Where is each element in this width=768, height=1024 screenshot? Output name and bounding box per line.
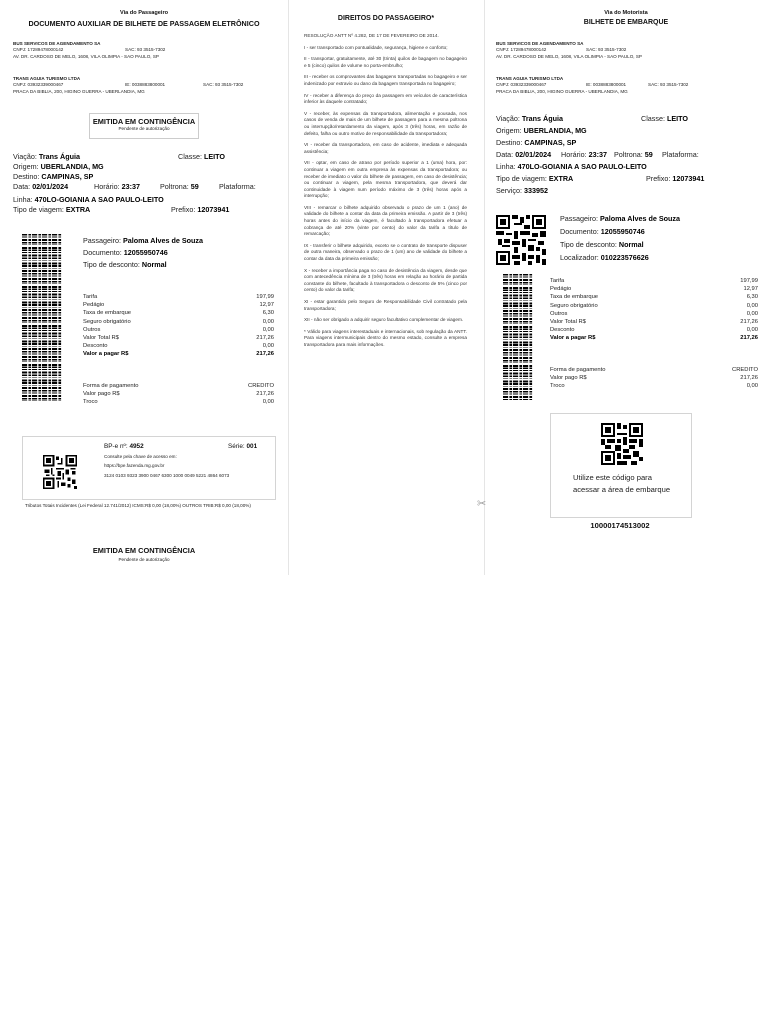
localizador-label: Localizador:	[560, 253, 599, 262]
value-row	[550, 293, 758, 301]
value-label: Valor a pagar R$	[83, 351, 129, 358]
servico-label: Serviço:	[496, 186, 522, 195]
desconto-label: Tipo de desconto:	[560, 240, 617, 249]
value-amount: CREDITO	[248, 383, 274, 389]
passageiro-label: Passageiro:	[83, 236, 121, 245]
value-label: Valor pago R$	[83, 391, 120, 398]
value-label: Desconto	[83, 343, 108, 350]
company-phone: SAC: 93 3515-7302	[203, 82, 244, 88]
company-name: BUS SERVICOS DE AGENDAMENTO SA	[496, 41, 584, 46]
value-amount: 197,99	[256, 294, 274, 300]
poltrona-label: Poltrona:	[614, 150, 643, 159]
value-row	[83, 326, 274, 334]
documento-label: Documento:	[83, 248, 122, 257]
classe-value: LEITO	[203, 152, 226, 161]
tipo-label: Tipo de viagem:	[496, 174, 547, 183]
value-row	[83, 342, 274, 350]
value-amount: 197,99	[740, 278, 758, 284]
boarding-qr-box	[550, 413, 692, 518]
value-amount: 217,26	[256, 391, 274, 398]
value-amount: 217,26	[256, 335, 274, 342]
data-value: 02/01/2024	[32, 182, 69, 191]
value-amount: 12,97	[743, 286, 758, 293]
passenger-rights	[288, 0, 487, 575]
company-address: AV. DR. CARDOSO DE MELO, 1608, VILA OLIMPIA - SAO PAULO, SP	[13, 53, 159, 59]
trip-info	[496, 114, 760, 198]
value-amount: 6,30	[746, 294, 758, 301]
company-cnpj: CNPJ: 17289478000142	[13, 47, 64, 53]
value-row	[83, 398, 274, 406]
contingency-title: EMITIDA EM CONTINGÊNCIA	[92, 117, 196, 126]
rights-paragraph: VII - optar, em caso de atraso por período superior a 1 (uma) hora, por: continuar a viagem em outra empresa às expensas da transportadora; ou receber de imediato o valor do bilhete de passagem, em caso de desistência; ou continuar a viagem, pela mesma transportadora, que deverá dar continuidade à viagem num período máximo de 3 (três) horas após a interrupção;	[304, 160, 467, 199]
passageiro-value: Paloma Alves de Souza	[122, 236, 203, 245]
value-label: Troco	[550, 383, 565, 390]
localizador-value: 010223576626	[600, 253, 649, 262]
value-row	[550, 310, 758, 318]
qr-code	[496, 215, 546, 265]
value-amount: 0,00	[746, 327, 758, 334]
qr-code	[43, 455, 77, 489]
company-name: BUS SERVICOS DE AGENDAMENTO SA	[13, 41, 101, 46]
documento-value: 12055950746	[123, 248, 168, 257]
value-amount: 217,26	[256, 351, 274, 358]
rights-paragraph: II - transportar, gratuitamente, até 30 (trinta) quilos de bagagem no bagageiro e 5 (cinco) quilos de volume no porta-embrulho;	[304, 56, 467, 68]
linha-value: 470LO-GOIANIA A SAO PAULO-LEITO	[34, 195, 164, 204]
tributos-text: Tributos Totais Incidentes (Lei Federal 12.741/2012) ICMS:R$ 0,00 (18,00%) OUTROS TRIB:R$ 0,00 (18,00%)	[25, 503, 251, 508]
company-block-1	[13, 41, 275, 60]
poltrona-value: 59	[190, 182, 199, 191]
rights-paragraph: IV - receber a diferença do preço da passagem em veículos de característica inferior às daquele contratado;	[304, 92, 467, 105]
consulta-text: Consulte pela chave de acesso em:	[104, 454, 177, 459]
value-row	[83, 382, 274, 390]
passenger-info	[560, 214, 680, 266]
rights-paragraph: X - receber a importância paga no caso de desistência da viagem, desde que com antecedência mínima de 3 (três) horas em relação ao horário de partida constante do bilhete, facultado à transportadora o desconto de 5% (cinco por cento) do valor da tarifa;	[304, 267, 467, 293]
doc-title: DOCUMENTO AUXILIAR DE BILHETE DE PASSAGEM ELETRÔNICO	[28, 19, 260, 28]
plataforma-label: Plataforma:	[662, 150, 699, 159]
value-label: Pedágio	[83, 302, 105, 309]
rights-paragraph: XII - não ser obrigado a adquirir seguro facultativo complementar de viagem.	[304, 317, 464, 323]
classe-value: LEITO	[666, 114, 689, 123]
bpe-label: BP-e nº:	[104, 443, 128, 450]
value-label: Forma de pagamento	[550, 367, 606, 373]
passageiro-label: Passageiro:	[560, 214, 598, 223]
value-row	[550, 318, 758, 326]
value-label: Seguro obrigatório	[550, 302, 598, 309]
company-block-2	[496, 76, 756, 95]
prefixo-value: 12073941	[672, 174, 705, 183]
value-label: Valor a pagar R$	[550, 335, 596, 342]
company-address: AV. DR. CARDOSO DE MELO, 1608, VILA OLIMPIA - SAO PAULO, SP	[496, 53, 642, 59]
data-label: Data:	[13, 182, 31, 191]
origem-label: Origem:	[13, 162, 39, 171]
tipo-value: EXTRA	[65, 205, 91, 214]
company-block-1	[496, 41, 756, 60]
value-row	[83, 301, 274, 309]
passenger-copy	[0, 0, 288, 575]
company-phone: SAC: 93 3515-7302	[125, 47, 166, 53]
poltrona-label: Poltrona:	[160, 182, 189, 191]
value-row	[83, 350, 274, 358]
desconto-value: Normal	[618, 240, 644, 249]
origem-value: UBERLANDIA, MG	[40, 162, 104, 171]
value-amount: 12,97	[259, 302, 274, 309]
serie-value: 001	[246, 443, 258, 450]
desconto-value: Normal	[141, 260, 167, 269]
consulta-url[interactable]: https://bpe.fazenda.mg.gov.br	[104, 463, 165, 468]
value-label: Outros	[550, 310, 568, 317]
origem-label: Origem:	[496, 126, 522, 135]
rights-paragraph: VIII - remarcar o bilhete adquirido observado o prazo de um 1 (ano) de validade do bilhete a contar da data da primeira emissão. A partir de 3 (três) horas antes do início da viagem, é facultado à transportadora efetuar a cobrança de até 20% (vinte por cento) do valor da tarifa a título de remarcação;	[304, 204, 467, 237]
company-phone: SAC: 93 3515-7302	[586, 47, 627, 53]
origem-value: UBERLANDIA, MG	[523, 126, 587, 135]
boarding-qr-code	[601, 423, 643, 465]
value-label: Troco	[83, 399, 98, 406]
documento-value: 12055950746	[600, 227, 645, 236]
data-value: 02/01/2024	[515, 150, 552, 159]
bpe-value: 4952	[129, 443, 144, 450]
values-table	[83, 293, 274, 359]
value-row	[550, 285, 758, 293]
value-row	[83, 309, 274, 317]
value-label: Outros	[83, 326, 101, 333]
value-label: Taxa de embarque	[83, 310, 132, 317]
bpe-box	[22, 436, 276, 500]
value-amount: 0,00	[746, 310, 758, 317]
rights-body	[304, 33, 467, 354]
values-table	[550, 277, 758, 343]
linha-value: 470LO-GOIANIA A SAO PAULO-LEITO	[517, 162, 647, 171]
company-name: TRANS AGUIA TURISMO LTDA	[496, 76, 564, 81]
viacao-label: Viação:	[13, 152, 37, 161]
destino-value: CAMPINAS, SP	[41, 172, 94, 181]
poltrona-value: 59	[644, 150, 653, 159]
value-label: Valor pago R$	[550, 375, 587, 382]
contingency-box	[89, 113, 199, 139]
company-ie: IE: 0038883800001	[125, 82, 166, 88]
value-label: Taxa de embarque	[550, 294, 599, 301]
contingency-title-footer: EMITIDA EM CONTINGÊNCIA	[92, 546, 196, 555]
value-amount: 0,00	[262, 399, 274, 406]
value-row	[550, 374, 758, 382]
data-label: Data:	[496, 150, 514, 159]
value-amount: 217,26	[740, 319, 758, 326]
contingency-sub-footer: Pendente de autorização	[118, 557, 170, 562]
rights-paragraph: VI - receber da transportadora, em caso de acidente, imediata e adequada assistência;	[304, 142, 467, 154]
via-label: Via do Passageiro	[119, 10, 169, 16]
value-amount: 0,00	[262, 318, 274, 325]
rights-paragraph: IX - transferir o bilhete adquirido, exceto se o contrato de transporte dispuser de outra maneira, observado o prazo de 1 (um) ano de validade do bilhete a contar da data da primeira emissão;	[304, 242, 467, 262]
value-label: Seguro obrigatório	[83, 318, 131, 325]
value-label: Valor Total R$	[550, 319, 586, 326]
linha-label: Linha:	[13, 195, 33, 204]
value-amount: 0,00	[262, 326, 274, 333]
classe-label: Classe:	[641, 114, 665, 123]
company-cnpj: CNPJ: 17289478000142	[496, 47, 547, 53]
company-cnpj: CNPJ: 03932339000467	[496, 82, 547, 88]
company-block-2	[13, 76, 275, 95]
value-amount: 0,00	[746, 302, 758, 309]
value-row	[550, 302, 758, 310]
payment-table	[550, 366, 758, 391]
value-row	[550, 382, 758, 390]
horario-label: Horário:	[561, 150, 587, 159]
passageiro-value: Paloma Alves de Souza	[599, 214, 680, 223]
prefixo-label: Prefixo:	[646, 174, 671, 183]
value-label: Desconto	[550, 327, 575, 334]
via-label: Via do Motorista	[604, 10, 648, 16]
value-label: Forma de pagamento	[83, 383, 139, 389]
rights-paragraph: I - ser transportado com pontualidade, segurança, higiene e conforto;	[304, 44, 448, 50]
value-row	[550, 277, 758, 285]
barcode	[503, 274, 533, 400]
company-address: PRACA DA BIBLIA, 200, HIGINO GUERRA - UBERLANDIA, MG	[13, 88, 145, 94]
payment-table	[83, 382, 274, 407]
destino-value: CAMPINAS, SP	[524, 138, 577, 147]
company-cnpj: CNPJ: 03932339000467	[13, 82, 64, 88]
horario-value: 23:37	[588, 150, 607, 159]
plataforma-label: Plataforma:	[219, 182, 256, 191]
horario-value: 23:37	[121, 182, 140, 191]
documento-label: Documento:	[560, 227, 599, 236]
value-amount: 217,26	[740, 375, 758, 382]
passenger-info	[83, 236, 288, 270]
value-amount: 0,00	[746, 383, 758, 390]
viacao-value: Trans Águia	[38, 152, 80, 161]
value-amount: 6,30	[262, 310, 274, 317]
rights-title: DIREITOS DO PASSAGEIRO*	[337, 15, 435, 22]
barcode	[22, 234, 62, 402]
value-row	[83, 293, 274, 301]
company-ie: IE: 0038883800001	[586, 82, 627, 88]
value-amount: 217,26	[740, 335, 758, 342]
value-label: Valor Total R$	[83, 335, 119, 342]
scissors-icon: ✂	[477, 498, 487, 510]
linha-label: Linha:	[496, 162, 516, 171]
company-phone: SAC: 93 3515-7302	[648, 82, 689, 88]
trip-info	[13, 152, 288, 215]
horario-label: Horário:	[94, 182, 120, 191]
rights-paragraph: XI - estar garantido pelo Seguro de Responsabilidade Civil contratado pela transportadora;	[304, 299, 467, 311]
classe-label: Classe:	[178, 152, 202, 161]
prefixo-label: Prefixo:	[171, 205, 196, 214]
serie-label: Série:	[228, 443, 245, 450]
value-row	[83, 318, 274, 326]
rights-paragraph: * Válido para viagens interestaduais e internacionais, sob regulação da ANTT. Para viagens intermunicipais dentro do mesmo estado, consulte a empresa transportadora para mais informações.	[304, 328, 467, 347]
rights-paragraph: RESOLUÇÃO ANTT Nº 4.282, DE 17 DE FEVEREIRO DE 2014.	[304, 33, 439, 38]
tipo-value: EXTRA	[548, 174, 574, 183]
company-address: PRACA DA BIBLIA, 200, HIGINO GUERRA - UBERLANDIA, MG	[496, 88, 628, 94]
prefixo-value: 12073941	[197, 205, 230, 214]
servico-value: 333952	[523, 186, 548, 195]
driver-copy	[484, 0, 768, 575]
value-amount: 0,00	[262, 343, 274, 350]
rights-paragraph: III - receber os comprovantes das bagagens transportadas no bagageiro e ser indenizado por extravio ou dano da bagagem transportada no bagageiro;	[304, 74, 467, 86]
value-label: Tarifa	[83, 294, 98, 300]
value-row	[83, 334, 274, 342]
desconto-label: Tipo de desconto:	[83, 260, 140, 269]
tipo-label: Tipo de viagem:	[13, 205, 64, 214]
value-amount: CREDITO	[732, 367, 758, 373]
chave-acesso: 3124 0103 9323 3900 0467 6300 1000 0049 5221 4864 6073	[104, 473, 230, 478]
value-row	[83, 390, 274, 398]
rights-paragraph: V - receber, às expensas da transportadora, alimentação e pousada, nos casos de venda de mais de um bilhete de passagem para a mesma poltrona ou interrupção/retardamento da viagem, após 3 (três) horas, em razão de defeito, falha ou outro motivo de responsabilidade da transportadora;	[304, 110, 467, 136]
ticket-code: 10000174513002	[590, 521, 650, 530]
viacao-value: Trans Águia	[521, 114, 563, 123]
value-row	[550, 326, 758, 334]
company-name: TRANS AGUIA TURISMO LTDA	[13, 76, 81, 81]
destino-label: Destino:	[13, 172, 40, 181]
contingency-sub: Pendente de autorização	[118, 126, 170, 131]
value-label: Pedágio	[550, 286, 572, 293]
viacao-label: Viação:	[496, 114, 520, 123]
value-label: Tarifa	[550, 278, 565, 284]
destino-label: Destino:	[496, 138, 523, 147]
value-row	[550, 334, 758, 342]
qr-instructions: Utilize este código para acessar a área de embarque	[573, 473, 671, 494]
doc-title: BILHETE DE EMBARQUE	[583, 19, 669, 26]
value-row	[550, 366, 758, 374]
